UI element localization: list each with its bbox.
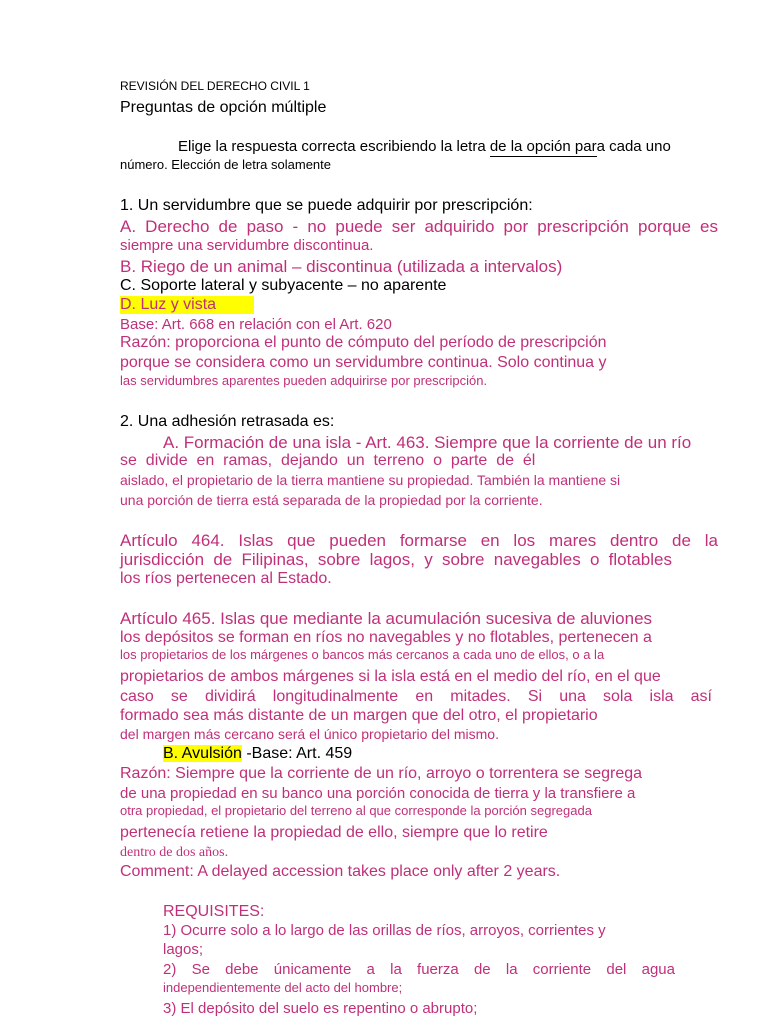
q1-option-a: A. Derecho de paso - no puede ser adquirido por prescripción porque es [120,217,718,236]
q2-answer-base: -Base: Art. 459 [241,745,353,762]
q2-comment: Comment: A delayed accession takes place only after 2 years. [120,863,561,880]
art465-line-6: formado sea más distante de un margen que del otro, el propietario [120,707,598,724]
q2-razon-1: Razón: Siempre que la corriente de un río, arroyo o torrentera se segrega [120,765,643,782]
q2-answer-highlight: B. Avulsión [163,745,242,762]
q1-razon-1: Razón: proporciona el punto de cómputo del período de prescripción [120,334,607,351]
requisites-title: REQUISITES: [163,903,265,920]
q2-option-a-cont-3: una porción de tierra está separada de la propiedad por la corriente. [120,492,543,508]
q2-razon-5: dentro de dos años. [120,845,229,860]
instructions-line-2: número. Elección de letra solamente [120,157,332,172]
art464-line-1: Artículo 464. Islas que pueden formarse en los mares dentro de la [120,531,718,550]
requisite-2-cont: independientemente del acto del hombre; [163,980,403,995]
art465-line-3: los propietarios de los márgenes o bancos más cercanos a cada uno de ellos, o a la [120,647,605,662]
art465-line-2: los depósitos se forman en ríos no navegables y no flotables, pertenecen a [120,629,652,646]
document-title: REVISIÓN DEL DERECHO CIVIL 1 [120,79,310,93]
art464-line-2: jurisdicción de Filipinas, sobre lagos, y sobre navegables o flotables [120,550,672,569]
art465-line-1: Artículo 465. Islas que mediante la acumulación sucesiva de aluviones [120,609,653,628]
q2-razon-2: de una propiedad en su banco una porción conocida de tierra y la transfiere a [120,785,636,802]
q2-razon-3: otra propiedad, el propietario del terreno al que corresponde la porción segregada [120,803,592,818]
q2-option-a: A. Formación de una isla - Art. 463. Siempre que la corriente de un río [163,433,692,452]
q2-option-a-cont-1: se divide en ramas, dejando un terreno o parte de él [120,452,536,469]
art464-line-3: los ríos pertenecen al Estado. [120,570,332,587]
instructions-underlined: de la opción par [489,138,597,155]
q1-base: Base: Art. 668 en relación con el Art. 620 [120,316,392,333]
instructions-text-a: Elige la respuesta correcta escribiendo la letra [178,138,490,155]
q1-answer-highlight: D. Luz y vista [120,296,254,314]
instructions-line-1 [178,138,694,155]
q1-razon-3: las servidumbres aparentes pueden adquirirse por prescripción. [120,373,488,388]
q1-option-d [120,296,254,314]
art465-line-7: del margen más cercano será el único propietario del mismo. [120,726,499,742]
instructions-text-c: a cada uno [596,138,671,155]
q1-option-c: C. Soporte lateral y subyacente – no aparente [120,277,447,294]
q2-answer-line [163,745,761,763]
q1-option-b: B. Riego de un animal – discontinua (utilizada a intervalos) [120,257,563,276]
q2-question: 2. Una adhesión retrasada es: [120,413,335,430]
art465-line-4: propietarios de ambos márgenes si la isla está en el medio del río, en el que [120,668,661,685]
q1-question: 1. Un servidumbre que se puede adquirir por prescripción: [120,197,533,214]
requisite-3: 3) El depósito del suelo es repentino o abrupto; [163,1000,478,1017]
q1-razon-2: porque se considera como un servidumbre continua. Solo continua y [120,354,607,371]
requisite-2: 2) Se debe únicamente a la fuerza de la corriente del agua [163,961,675,978]
q1-option-a-cont: siempre una servidumbre discontinua. [120,237,374,254]
q2-razon-4: pertenecía retiene la propiedad de ello, siempre que lo retire [120,824,548,841]
q2-option-a-cont-2: aislado, el propietario de la tierra mantiene su propiedad. También la mantiene si [120,472,621,488]
requisite-1: 1) Ocurre solo a lo largo de las orillas de ríos, arroyos, corrientes y [163,922,606,939]
requisite-1-cont: lagos; [163,941,204,958]
document-subtitle: Preguntas de opción múltiple [120,99,327,116]
art465-line-5: caso se dividirá longitudinalmente en mitades. Si una sola isla así [120,688,712,705]
